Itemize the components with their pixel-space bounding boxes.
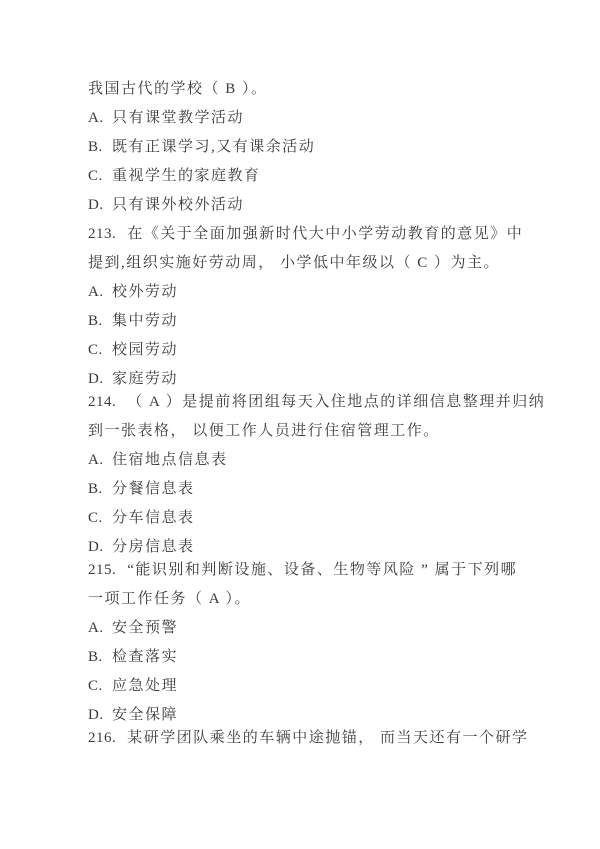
option-letter: B. [88, 313, 103, 329]
document-page [88, 75, 546, 753]
question-stem-line [88, 556, 528, 585]
question-option [88, 475, 528, 504]
option-letter: B. [88, 139, 103, 155]
option-text: 应急处理 [112, 678, 179, 694]
question-block-continuation [88, 75, 528, 220]
question-option [88, 614, 528, 643]
question-option [88, 446, 528, 475]
question-option [88, 191, 528, 220]
option-letter: A. [88, 620, 104, 636]
option-text: 分房信息表 [112, 539, 195, 555]
question-stem-line [88, 724, 528, 753]
option-letter: D. [88, 707, 104, 723]
question-stem-text: 在《关于全面加强新时代大中小学劳动教育的意见》中 [127, 226, 524, 242]
question-option [88, 307, 528, 336]
question-option [88, 672, 528, 701]
option-text: 安全预警 [112, 620, 179, 636]
option-letter: C. [88, 342, 103, 358]
option-text: 只有课外校外活动 [112, 197, 245, 213]
option-text: 既有正课学习,又有课余活动 [112, 139, 316, 155]
option-text: 检查落实 [112, 649, 179, 665]
question-stem-line [88, 388, 546, 417]
option-letter: B. [88, 481, 103, 497]
option-text: 集中劳动 [112, 313, 179, 329]
option-text: 校园劳动 [112, 342, 179, 358]
question-option [88, 278, 528, 307]
option-letter: A. [88, 452, 104, 468]
option-letter: C. [88, 510, 103, 526]
question-stem-line: 我国古代的学校（ B ）。 [88, 81, 268, 97]
question-option [88, 643, 528, 672]
option-letter: C. [88, 168, 103, 184]
question-option [88, 336, 528, 365]
question-block-215 [88, 556, 528, 730]
option-text: 只有课堂教学活动 [112, 110, 245, 126]
option-letter: C. [88, 678, 103, 694]
option-text: 分车信息表 [112, 510, 195, 526]
option-text: 校外劳动 [112, 284, 179, 300]
question-stem-line [88, 220, 528, 249]
question-stem-line: 到一张表格， 以便工作人员进行住宿管理工作。 [88, 423, 440, 439]
option-letter: D. [88, 197, 104, 213]
option-text: 安全保障 [112, 707, 179, 723]
question-stem-text: 某研学团队乘坐的车辆中途抛锚， 而当天还有一个研学 [127, 730, 529, 746]
question-block-214 [88, 388, 546, 562]
question-stem-text: “能识别和判断设施、设备、生物等风险 ” 属于下列哪 [127, 562, 518, 578]
question-number: 215. [88, 562, 117, 578]
question-option [88, 162, 528, 191]
question-option [88, 104, 528, 133]
option-letter: A. [88, 110, 104, 126]
option-text: 重视学生的家庭教育 [112, 168, 261, 184]
option-letter: B. [88, 649, 103, 665]
question-stem-text: （ A ）是提前将团组每天入住地点的详细信息整理并归纳 [127, 394, 546, 410]
question-stem-line: 提到,组织实施好劳动周， 小学低中年级以（ C ）为主。 [88, 255, 501, 271]
option-text: 家庭劳动 [112, 371, 179, 387]
option-letter: D. [88, 539, 104, 555]
question-option [88, 133, 528, 162]
option-letter: A. [88, 284, 104, 300]
question-number: 214. [88, 394, 117, 410]
question-stem-line: 一项工作任务（ A ）。 [88, 591, 252, 607]
question-number: 213. [88, 226, 117, 242]
question-option [88, 504, 528, 533]
question-number: 216. [88, 730, 117, 746]
option-letter: D. [88, 371, 104, 387]
question-block-216 [88, 724, 528, 753]
option-text: 分餐信息表 [112, 481, 195, 497]
option-text: 住宿地点信息表 [112, 452, 228, 468]
question-block-213 [88, 220, 528, 394]
